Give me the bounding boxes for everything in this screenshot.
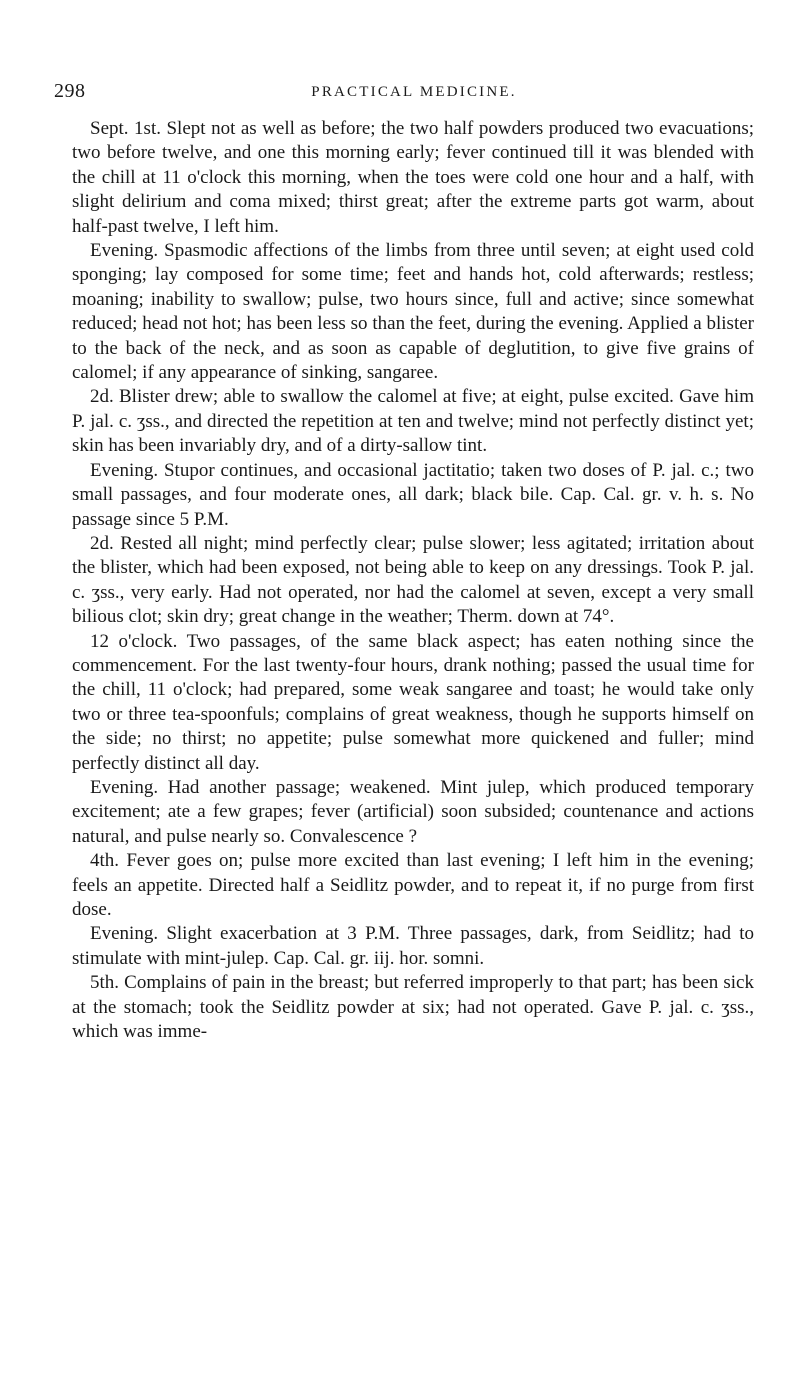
paragraph: Evening. Spasmodic affections of the limbs from three until seven; at eight used cold sponging; lay composed for some time; feet and hands hot, cold afterwards; restless; moaning; inability to swallow; pulse, two hours since, full and active; since somewhat reduced; head not hot; has been less so than the feet, during the evening. Applied a blister to the back of the neck, and as soon as capable of deglutition, to give five grains of calomel; if any appearance of sinking, sangaree.: [72, 240, 754, 384]
paragraph: Evening. Had another passage; weakened. Mint julep, which produced temporary excitement; ate a few grapes; fever (artificial) soon subsided; countenance and actions natural, and pulse nearly so. Convalescence ?: [72, 776, 754, 847]
page-number: 298: [54, 80, 86, 102]
body-text: [72, 117, 754, 1044]
paragraph: Evening. Slight exacerbation at 3 P.M. Three passages, dark, from Seidlitz; had to stimulate with mint-julep. Cap. Cal. gr. iij. hor. somni.: [72, 923, 754, 969]
paragraph: 2d. Blister drew; able to swallow the calomel at five; at eight, pulse excited. Gave him P. jal. c. ʒss., and directed the repetition at ten and twelve; mind not perfectly distinct yet; skin has been invariably dry, and of a dirty-sallow tint.: [72, 386, 754, 457]
running-head: PRACTICAL MEDICINE.: [311, 84, 517, 100]
paragraph: 12 o'clock. Two passages, of the same black aspect; has eaten nothing since the commencement. For the last twenty-four hours, drank nothing; passed the usual time for the chill, 11 o'clock; had prepared, some weak sangaree and toast; he would take only two or three tea-spoonfuls; complains of great weakness, though he supports himself on the side; no thirst; no appetite; pulse somewhat more quickened and fuller; mind perfectly distinct all day.: [72, 630, 754, 774]
page-header: [54, 80, 774, 108]
paragraph: 4th. Fever goes on; pulse more excited than last evening; I left him in the evening; feels an appetite. Directed half a Seidlitz powder, and to repeat it, if no purge from first dose.: [72, 850, 754, 920]
paragraph: 5th. Complains of pain in the breast; but referred improperly to that part; has been sick at the stomach; took the Seidlitz powder at six; had not operated. Gave P. jal. c. ʒss., which was imme-: [72, 972, 754, 1043]
paragraph: 2d. Rested all night; mind perfectly clear; pulse slower; less agitated; irritation about the blister, which had been exposed, not being able to keep on any dressings. Took P. jal. c. ʒss., very early. Had not operated, nor had the calomel at seven, except a very small bilious clot; skin dry; great change in the weather; Therm. down at 74°.: [72, 532, 754, 628]
paragraph: Sept. 1st. Slept not as well as before; the two half powders produced two evacuations; two before twelve, and one this morning early; fever continued till it was blended with the chill at 11 o'clock this morning, when the toes were cold one hour and a half, with slight delirium and coma mixed; thirst great; after the extreme parts got warm, about half-past twelve, I left him.: [72, 118, 754, 237]
paragraph: Evening. Stupor continues, and occasional jactitatio; taken two doses of P. jal. c.; two small passages, and four moderate ones, all dark; black bile. Cap. Cal. gr. v. h. s. No passage since 5 P.M.: [72, 459, 754, 530]
